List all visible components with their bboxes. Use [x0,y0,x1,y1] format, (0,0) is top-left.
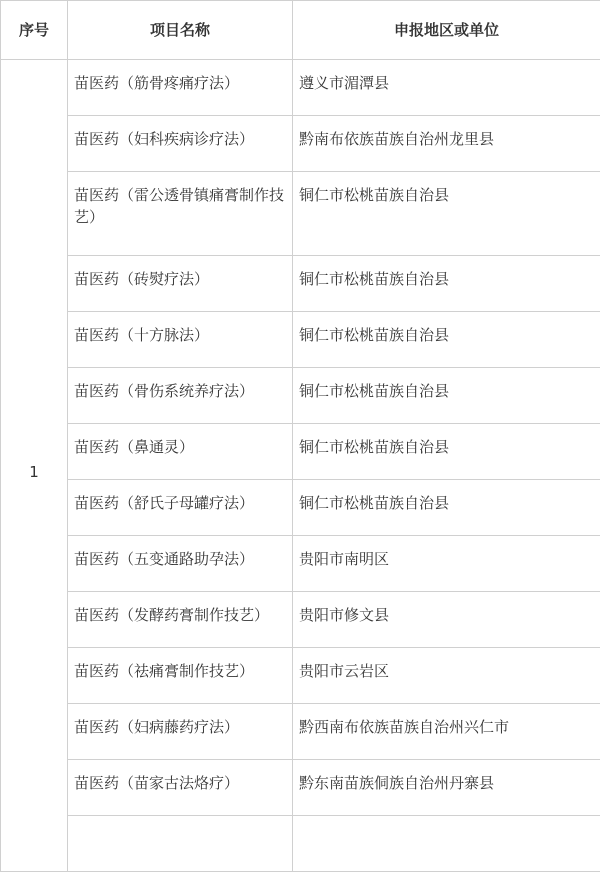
project-region: 铜仁市松桃苗族自治县 [293,256,600,312]
project-region: 铜仁市松桃苗族自治县 [293,480,600,536]
project-name: 苗医药（苗家古法烙疗） [68,760,293,816]
table-row [1,480,600,536]
project-region [293,816,600,872]
table-row [1,256,600,312]
project-name: 苗医药（祛痛膏制作技艺） [68,648,293,704]
project-name: 苗医药（舒氏子母罐疗法） [68,480,293,536]
header-no: 序号 [1,1,68,60]
header-row [1,1,600,60]
table-row [1,312,600,368]
project-region: 贵阳市修文县 [293,592,600,648]
project-name: 苗医药（筋骨疼痛疗法） [68,60,293,116]
table-row [1,172,600,256]
table-row [1,536,600,592]
project-region: 贵阳市南明区 [293,536,600,592]
project-region: 铜仁市松桃苗族自治县 [293,172,600,256]
table-row [1,368,600,424]
table-row [1,704,600,760]
header-name: 项目名称 [68,1,293,60]
table-row [1,424,600,480]
project-name: 苗医药（砖熨疗法） [68,256,293,312]
project-name: 苗医药（十方脉法） [68,312,293,368]
project-region: 贵阳市云岩区 [293,648,600,704]
header-region: 申报地区或单位 [293,1,600,60]
table-row [1,60,600,116]
project-region: 黔东南苗族侗族自治州丹寨县 [293,760,600,816]
project-region: 黔西南布依族苗族自治州兴仁市 [293,704,600,760]
table-row [1,648,600,704]
table-row [1,116,600,172]
group-number: 1 [1,60,68,872]
project-region: 铜仁市松桃苗族自治县 [293,424,600,480]
table-row [1,592,600,648]
project-region: 铜仁市松桃苗族自治县 [293,312,600,368]
project-region: 黔南布依族苗族自治州龙里县 [293,116,600,172]
project-name: 苗医药（五变通路助孕法） [68,536,293,592]
project-name [68,816,293,872]
table-row [1,760,600,816]
project-region: 遵义市湄潭县 [293,60,600,116]
project-name: 苗医药（雷公透骨镇痛膏制作技艺） [68,172,293,256]
table-row [1,816,600,872]
project-name: 苗医药（骨伤系统养疗法） [68,368,293,424]
project-name: 苗医药（鼻通灵） [68,424,293,480]
project-name: 苗医药（发酵药膏制作技艺） [68,592,293,648]
project-name: 苗医药（妇病藤药疗法） [68,704,293,760]
project-region: 铜仁市松桃苗族自治县 [293,368,600,424]
project-name: 苗医药（妇科疾病诊疗法） [68,116,293,172]
